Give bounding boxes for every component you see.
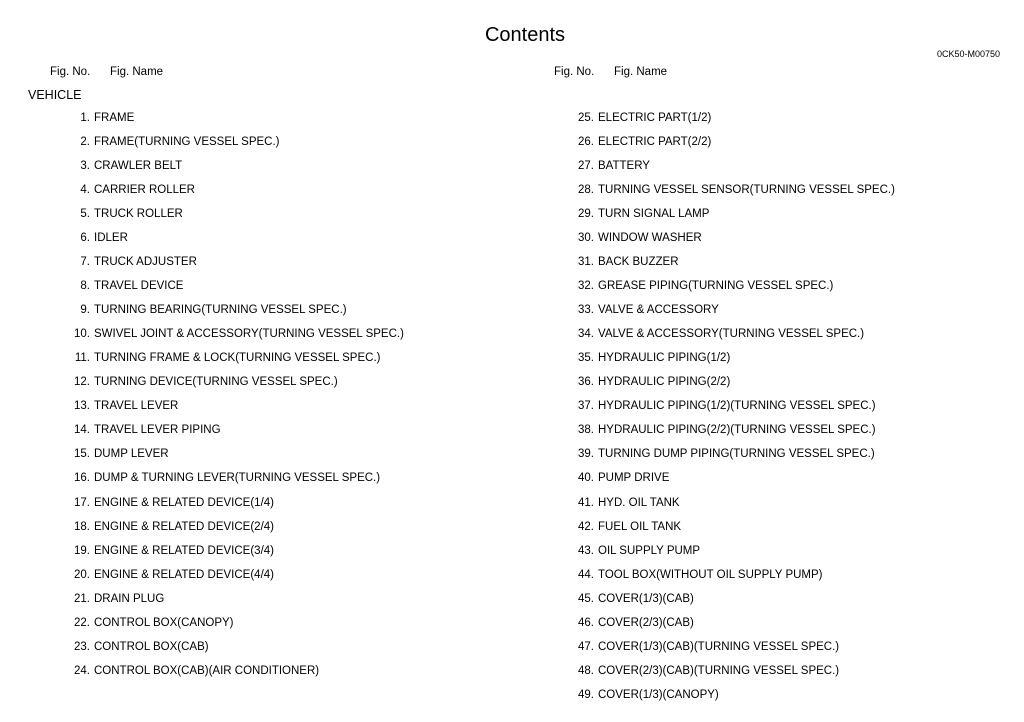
fig-name-header: Fig. Name (614, 66, 668, 78)
fig-name: HYDRAULIC PIPING(2/2)(TURNING VESSEL SPEC.) (598, 424, 876, 437)
fig-name: TURNING DEVICE(TURNING VESSEL SPEC.) (94, 376, 338, 389)
fig-number: 18. (74, 520, 90, 533)
fig-name: SWIVEL JOINT & ACCESSORY(TURNING VESSEL SPEC.) (94, 328, 404, 341)
fig-name: COVER(1/3)(CAB)(TURNING VESSEL SPEC.) (598, 640, 840, 653)
fig-number: 36. (578, 376, 594, 389)
fig-number: 46. (578, 616, 594, 629)
fig-number: 47. (578, 640, 594, 653)
fig-number: 6. (80, 232, 90, 245)
fig-name: TRAVEL LEVER PIPING (94, 424, 221, 437)
fig-name: COVER(1/3)(CAB) (598, 592, 694, 605)
fig-name: FUEL OIL TANK (598, 520, 682, 533)
fig-name: ENGINE & RELATED DEVICE(3/4) (94, 544, 274, 557)
fig-name: COVER(2/3)(CAB) (598, 616, 694, 629)
fig-number: 2. (80, 136, 90, 149)
fig-name: COVER(2/3)(CAB)(TURNING VESSEL SPEC.) (598, 664, 840, 677)
fig-name: TURNING VESSEL SENSOR(TURNING VESSEL SPEC.) (598, 184, 895, 197)
fig-number: 13. (74, 400, 90, 413)
fig-number: 9. (80, 304, 90, 317)
fig-number: 39. (578, 448, 594, 461)
fig-name: TRAVEL LEVER (94, 400, 179, 413)
section-heading-vehicle: VEHICLE (28, 88, 82, 102)
fig-number: 3. (80, 160, 90, 173)
fig-number: 11. (74, 352, 90, 365)
fig-number: 20. (74, 568, 90, 581)
fig-name: TURNING FRAME & LOCK(TURNING VESSEL SPEC.) (94, 352, 381, 365)
fig-no-header: Fig. No. (50, 66, 91, 78)
fig-number: 28. (578, 184, 594, 197)
fig-name: DRAIN PLUG (94, 592, 165, 605)
fig-number: 25. (578, 112, 594, 124)
fig-number: 27. (578, 160, 594, 173)
fig-number: 48. (578, 664, 594, 677)
fig-number: 44. (578, 568, 594, 581)
fig-number: 30. (578, 232, 594, 245)
fig-name: GREASE PIPING(TURNING VESSEL SPEC.) (598, 280, 834, 293)
fig-number: 14. (74, 424, 90, 437)
fig-name: WINDOW WASHER (598, 232, 702, 245)
fig-name: BACK BUZZER (598, 256, 679, 269)
fig-number: 33. (578, 304, 594, 317)
fig-name: COVER(1/3)(CANOPY) (598, 688, 719, 701)
fig-number: 5. (80, 208, 90, 221)
fig-name: HYDRAULIC PIPING(1/2) (598, 352, 731, 365)
fig-number: 4. (80, 184, 90, 197)
fig-number: 31. (578, 256, 594, 269)
fig-name: TURNING BEARING(TURNING VESSEL SPEC.) (94, 304, 347, 317)
fig-number: 1. (80, 112, 90, 124)
fig-name: ENGINE & RELATED DEVICE(2/4) (94, 520, 274, 533)
fig-name: CONTROL BOX(CAB) (94, 640, 209, 653)
fig-number: 7. (80, 256, 90, 269)
fig-number: 41. (578, 496, 594, 509)
fig-number: 42. (578, 520, 594, 533)
fig-number: 8. (80, 280, 90, 293)
fig-name: TRAVEL DEVICE (94, 280, 184, 293)
fig-name: TOOL BOX(WITHOUT OIL SUPPLY PUMP) (598, 568, 823, 581)
fig-number: 32. (578, 280, 594, 293)
fig-name: CARRIER ROLLER (94, 184, 195, 197)
fig-name: ENGINE & RELATED DEVICE(1/4) (94, 496, 274, 509)
fig-number: 17. (74, 496, 90, 509)
fig-name: CONTROL BOX(CAB)(AIR CONDITIONER) (94, 664, 320, 677)
fig-name: HYDRAULIC PIPING(1/2)(TURNING VESSEL SPEC.) (598, 400, 876, 413)
fig-name: ELECTRIC PART(1/2) (598, 112, 712, 124)
fig-name: CRAWLER BELT (94, 160, 183, 173)
fig-number: 35. (578, 352, 594, 365)
fig-no-header: Fig. No. (554, 66, 595, 78)
fig-name: IDLER (94, 232, 128, 245)
fig-name: FRAME(TURNING VESSEL SPEC.) (94, 136, 280, 149)
fig-name: HYDRAULIC PIPING(2/2) (598, 376, 731, 389)
fig-number: 10. (74, 328, 90, 341)
fig-number: 12. (74, 376, 90, 389)
fig-name: FRAME (94, 112, 135, 124)
document-code: 0CK50-M00750 (936, 49, 1000, 59)
page-title: Contents (484, 24, 566, 46)
fig-name: HYD. OIL TANK (598, 496, 680, 509)
fig-number: 45. (578, 592, 594, 605)
fig-name: VALVE & ACCESSORY(TURNING VESSEL SPEC.) (598, 328, 865, 341)
fig-name: ENGINE & RELATED DEVICE(4/4) (94, 568, 274, 581)
fig-number: 49. (578, 688, 594, 701)
fig-name: DUMP LEVER (94, 448, 169, 461)
fig-name: TRUCK ROLLER (94, 208, 183, 221)
fig-number: 40. (578, 472, 594, 485)
fig-name-header: Fig. Name (110, 66, 164, 78)
fig-name: TURNING DUMP PIPING(TURNING VESSEL SPEC.) (598, 448, 875, 461)
fig-name: BATTERY (598, 160, 650, 173)
fig-number: 43. (578, 544, 594, 557)
fig-number: 26. (578, 136, 594, 149)
fig-name: OIL SUPPLY PUMP (598, 544, 701, 557)
fig-number: 23. (74, 640, 90, 653)
fig-name: VALVE & ACCESSORY (598, 304, 719, 317)
fig-number: 24. (74, 664, 90, 677)
fig-number: 37. (578, 400, 594, 413)
fig-number: 16. (74, 472, 90, 485)
fig-number: 21. (74, 592, 90, 605)
fig-number: 22. (74, 616, 90, 629)
fig-name: CONTROL BOX(CANOPY) (94, 616, 234, 629)
fig-name: DUMP & TURNING LEVER(TURNING VESSEL SPEC.) (94, 472, 381, 485)
fig-number: 19. (74, 544, 90, 557)
fig-number: 15. (74, 448, 90, 461)
fig-name: TURN SIGNAL LAMP (598, 208, 710, 221)
fig-number: 29. (578, 208, 594, 221)
fig-name: ELECTRIC PART(2/2) (598, 136, 712, 149)
fig-number: 34. (578, 328, 594, 341)
fig-number: 38. (578, 424, 594, 437)
fig-name: PUMP DRIVE (598, 472, 670, 485)
fig-name: TRUCK ADJUSTER (94, 256, 197, 269)
